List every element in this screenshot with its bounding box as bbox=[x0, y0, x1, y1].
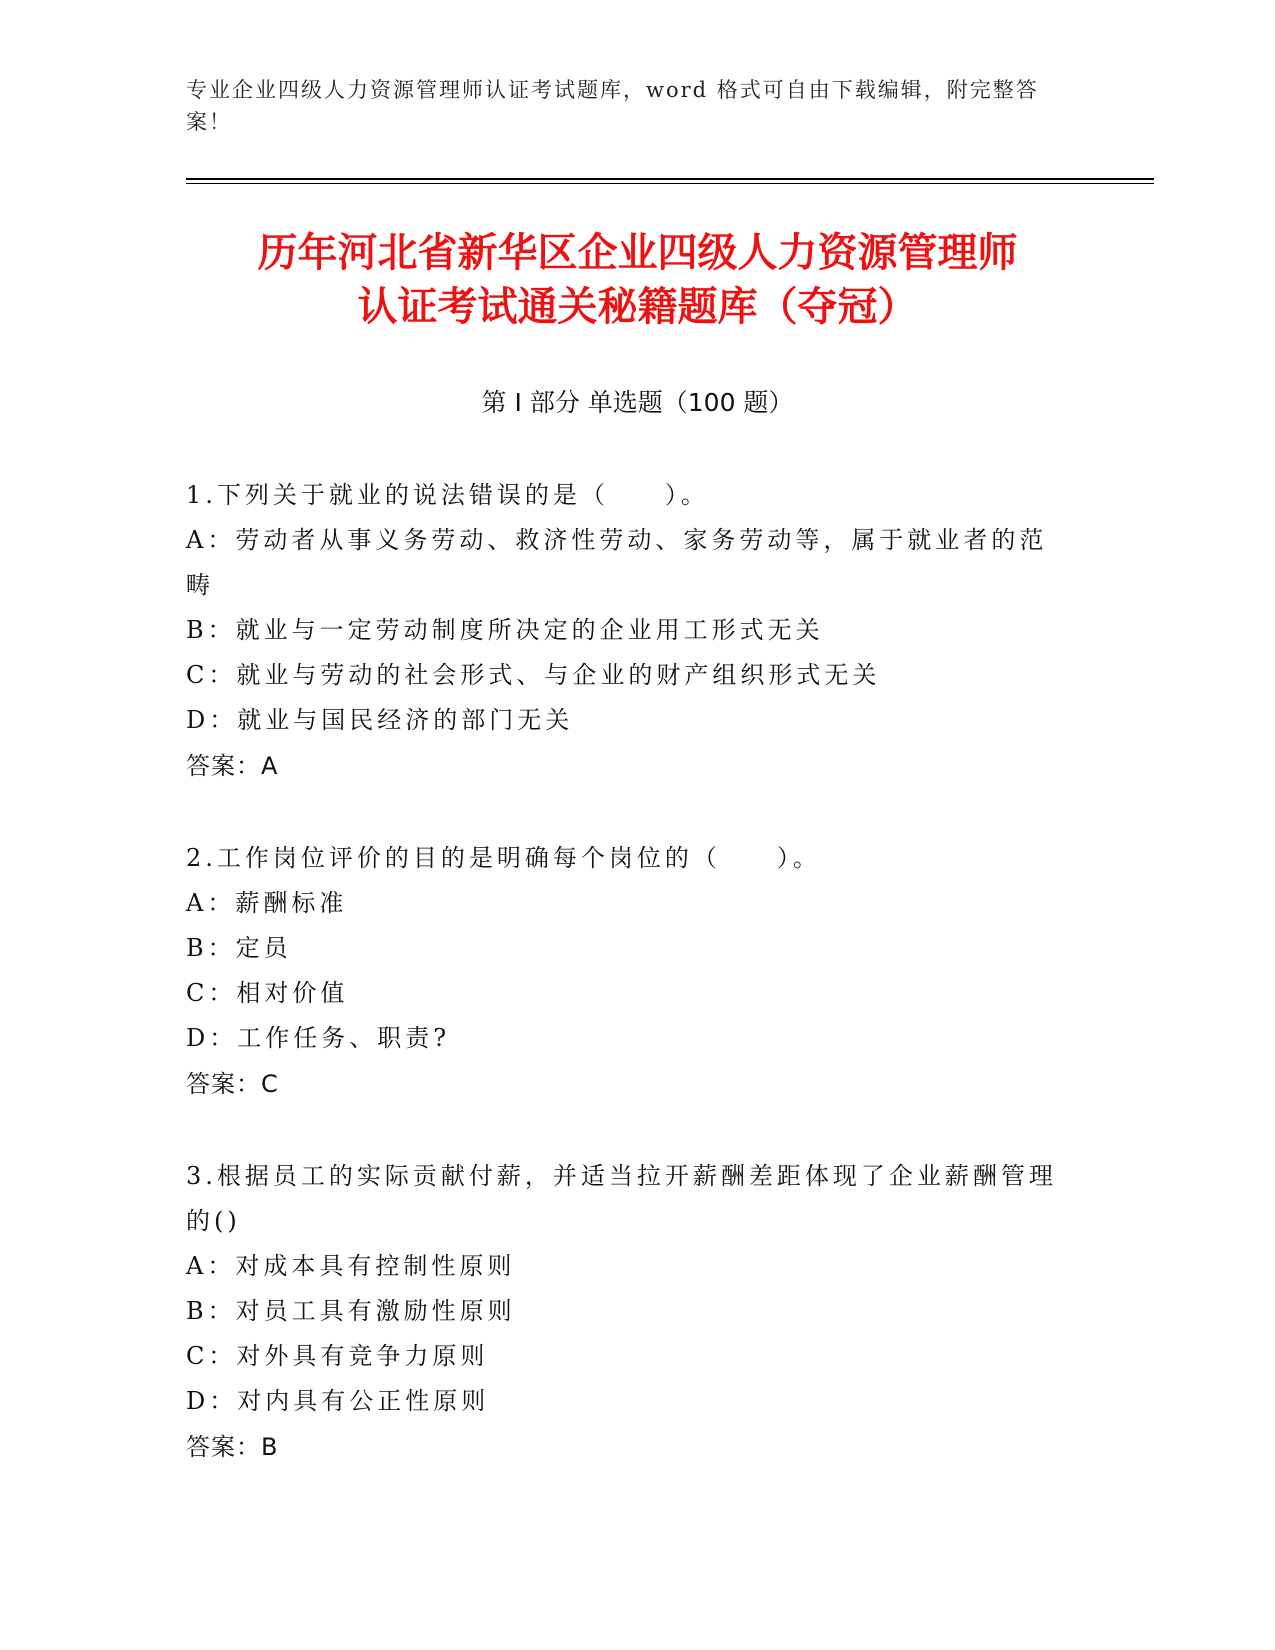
option-c: C：就业与劳动的社会形式、与企业的财产组织形式无关 bbox=[186, 661, 881, 689]
header-divider-thin bbox=[186, 183, 1154, 184]
option-b: B：定员 bbox=[186, 934, 292, 962]
document-title-line-2: 认证考试通关秘籍题库（夺冠） bbox=[357, 284, 918, 330]
option-a: A：劳动者从事义务劳动、救济性劳动、家务劳动等，属于就业者的范畴 bbox=[186, 526, 1048, 599]
question-2 bbox=[186, 836, 1066, 1107]
option-d: D：就业与国民经济的部门无关 bbox=[186, 706, 574, 734]
option-c: C：相对价值 bbox=[186, 979, 349, 1007]
option-a: A：薪酬标准 bbox=[186, 889, 348, 917]
question-1 bbox=[186, 473, 1066, 789]
document-title bbox=[150, 226, 1125, 334]
option-d: D：对内具有公正性原则 bbox=[186, 1387, 490, 1415]
option-a: A：对成本具有控制性原则 bbox=[186, 1252, 516, 1280]
option-b: B：就业与一定劳动制度所决定的企业用工形式无关 bbox=[186, 616, 824, 644]
option-c: C：对外具有竞争力原则 bbox=[186, 1342, 489, 1370]
header-divider-thick bbox=[186, 178, 1154, 180]
section-heading: 第 I 部分 单选题（100 题） bbox=[481, 388, 794, 417]
question-stem: 1.下列关于就业的说法错误的是（ ）。 bbox=[186, 481, 709, 509]
answer-label: 答案：A bbox=[186, 752, 279, 780]
question-stem: 3.根据员工的实际贡献付薪，并适当拉开薪酬差距体现了企业薪酬管理的() bbox=[186, 1162, 1057, 1235]
answer-label: 答案：B bbox=[186, 1433, 279, 1461]
question-stem: 2.工作岗位评价的目的是明确每个岗位的（ ）。 bbox=[186, 844, 821, 872]
option-d: D：工作任务、职责? bbox=[186, 1024, 451, 1052]
header-note: 专业企业四级人力资源管理师认证考试题库，word 格式可自由下载编辑，附完整答案！ bbox=[186, 78, 1039, 134]
document-title-line-1: 历年河北省新华区企业四级人力资源管理师 bbox=[257, 230, 1018, 276]
answer-label: 答案：C bbox=[186, 1070, 279, 1098]
question-3 bbox=[186, 1154, 1066, 1470]
option-b: B：对员工具有激励性原则 bbox=[186, 1297, 516, 1325]
